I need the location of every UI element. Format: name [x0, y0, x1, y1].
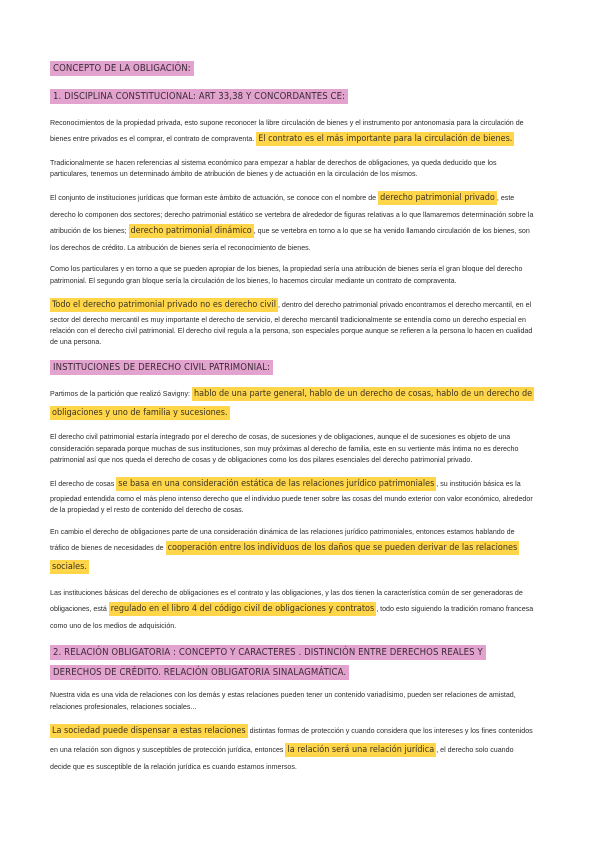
heading-relacion: 2. RELACIÓN OBLIGATORIA : CONCEPTO Y CARACTERES . DISTINCIÓN ENTRE DERECHOS REALES Y DERECHOS DE CRÉDITO. RELACIÓN OBLIGATORIA SINALAGMÁTICA.	[50, 642, 534, 682]
paragraph-6: Partimos de la partición que realizó Savigny: hablo de una parte general, hablo de un derecho de cosas, hablo de un derecho de obligaciones y uno de familia y sucesiones.	[50, 389, 533, 419]
heading-disciplina: 1. DISCIPLINA CONSTITUCIONAL: ART 33,38 Y CONCORDANTES CE:	[50, 86, 534, 106]
heading-concepto: CONCEPTO DE LA OBLIGACIÓN:	[50, 58, 534, 78]
paragraph-9: En cambio el derecho de obligaciones parte de una consideración dinámica de las relaciones jurídico patrimoniales, entonces estamos hablando de tráfico de bienes de necesidades de cooperación entre los individuos de los daños que se pueden derivar de las relaciones sociales.	[50, 528, 518, 573]
paragraph-7: El derecho civil patrimonial estaría integrado por el derecho de cosas, de sucesiones y de obligaciones, aunque el de sucesiones es objeto de una consideración separada porque muchas de sus instituciones, son muy próximas al derecho de familia, este en su vertiente más íntima no es derecho patrimonial así que nos queda el derecho de cosas y de obligaciones como los dos pilares esenciales del derecho patrimonial privado.	[50, 433, 519, 464]
paragraph-4: Como los particulares y en torno a que se pueden apropiar de los bienes, la propiedad sería una atribución de bienes sería el gran bloque del derecho patrimonial. El segundo gran bloque sería la circulación de los bienes, lo hacemos circular mediante un contrato de compraventa.	[50, 265, 523, 285]
paragraph-11: Nuestra vida es una vida de relaciones con los demás y estas relaciones pueden tener un contenido variadísimo, pueden ser relaciones de amistad, relaciones profesionales, relaciones sociales...	[50, 691, 516, 711]
highlight: El contrato es el más importante para la circulación de bienes.	[258, 134, 513, 144]
heading-instituciones: INSTITUCIONES DE DERECHO CIVIL PATRIMONIAL:	[50, 357, 534, 377]
highlight: la relación será una relación jurídica	[287, 744, 435, 755]
highlight: derecho patrimonial privado	[380, 193, 495, 204]
paragraph-12: La sociedad puede dispensar a estas relaciones distintas formas de protección y cuando considera que los intereses y los fines contenidos en una relación son dignos y susceptibles de protección jurídica, entonces la relación será una relación jurídica , el derecho solo cuando decide que es susceptible de la relación jurídica es cuando estamos inmersos.	[50, 725, 533, 771]
paragraph-1: Reconocimientos de la propiedad privada, esto supone reconocer la libre circulación de bienes y el instrumento por antonomasia para la circulación de bienes entre privados es el comprar, el contrato de compraventa. El contrato es el más importante para la circulación de bienes.	[50, 119, 524, 144]
highlight: regulado en el libro 4 del código civil de obligaciones y contratos	[110, 604, 375, 615]
paragraph-10: Las instituciones básicas del derecho de obligaciones es el contrato y las obligaciones, y las dos tienen la característica común de ser generadoras de obligaciones, está regulado en el libro 4 del código civil de obligaciones y contratos , todo esto siguiendo la tradición romano francesa como uno de los medios de adquisición.	[50, 589, 534, 631]
paragraph-3: El conjunto de instituciones jurídicas que forman este ámbito de actuación, se conoce con el nombre de derecho patrimonial privado , este derecho lo componen dos sectores; derecho patrimonial estático se vertebra de alrededor de figuras relativas a lo que llamaremos determinación sobre la atribución de los bienes; derecho patrimonial dinámico , que se vertebra en torno a lo que se ha venido llamando circulación de los bienes, son los derechos de crédito. La atribución de bienes sería el reconocimiento de bienes.	[50, 193, 534, 253]
paragraph-8: El derecho de cosas se basa en una consideración estática de las relaciones jurídico patrimoniales , su institución básica es la propiedad entendida como el más pleno intenso derecho que el individuo puede tener sobre las cosas del mundo exterior con valor económico, alrededor de la propiedad y el resto de contenido del derecho de cosas.	[50, 479, 533, 515]
highlight: cooperación entre los individuos de los daños que se pueden derivar de las relaciones sociales.	[52, 543, 518, 573]
highlight: derecho patrimonial dinámico	[130, 226, 252, 237]
highlight: La sociedad puede dispensar a estas relaciones	[52, 725, 246, 736]
highlight: se basa en una consideración estática de las relaciones jurídico patrimoniales	[118, 479, 435, 490]
paragraph-5: Todo el derecho patrimonial privado no es derecho civil , dentro del derecho patrimonial privado encontramos el derecho mercantil, en el sector del derecho mercantil es muy importante el derecho de servicio, el derecho mercantil tradicionalmente se entendía como un derecho especial en relación con el derecho civil patrimonial. El derecho civil regula a la persona, son especiales porque aunque se refieren a la persona lo hacen en cualidad de una persona.	[50, 299, 533, 347]
highlight: Todo el derecho patrimonial privado no es derecho civil	[52, 299, 276, 310]
highlight: hablo de una parte general, hablo de un derecho de cosas, hablo de un derecho de obligaciones y uno de familia y sucesiones.	[52, 389, 533, 419]
paragraph-2: Tradicionalmente se hacen referencias al sistema económico para empezar a hablar de derechos de obligaciones, ya queda deducido que los particulares, tenemos un determinado ámbito de atribución de bienes y de actuación en la circulación de los mismos.	[50, 159, 497, 179]
